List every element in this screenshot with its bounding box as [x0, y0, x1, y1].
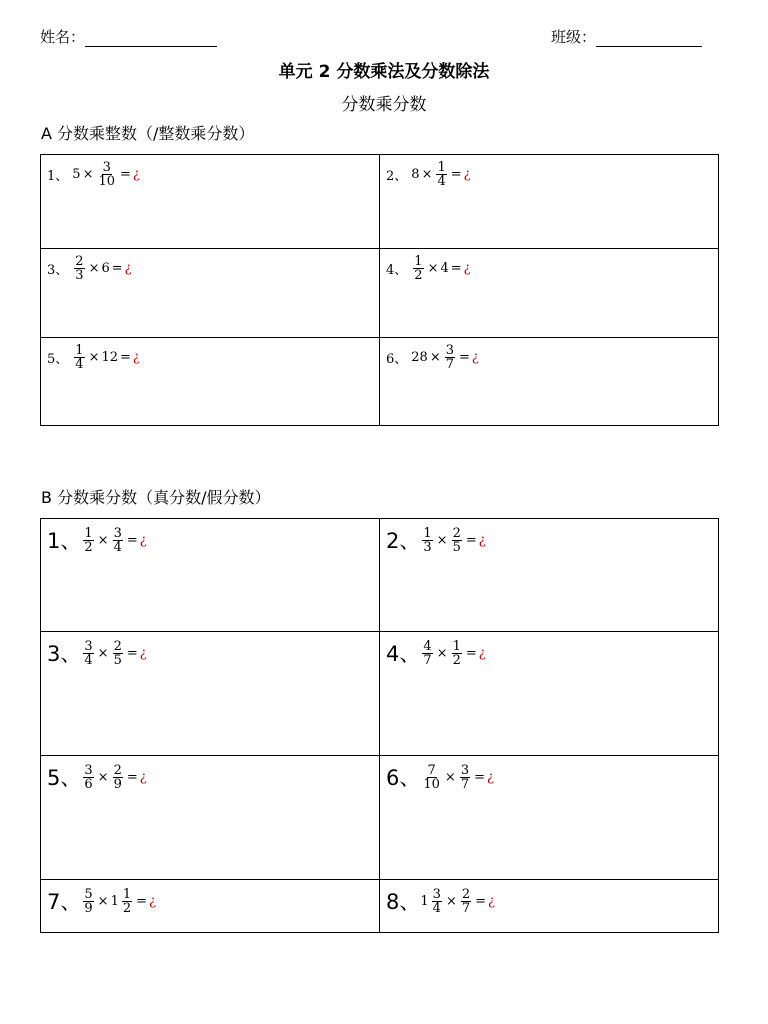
problem-number: 6、 — [386, 352, 408, 367]
denominator: 10 — [423, 776, 440, 792]
problem-cell[interactable] — [380, 155, 719, 249]
problem-number: 4、 — [386, 263, 408, 278]
section-a-heading: A 分数乘整数（/整数乘分数） — [41, 124, 255, 143]
denominator: 4 — [432, 900, 441, 916]
expression — [411, 255, 470, 282]
operator: × — [97, 893, 109, 909]
answer-mark: ¿ — [478, 645, 486, 661]
numerator: 3 — [432, 886, 441, 902]
problem-cell[interactable] — [41, 338, 380, 426]
numerator: 7 — [427, 762, 436, 778]
expression — [420, 640, 485, 667]
operator: = — [450, 261, 462, 276]
operator: = — [450, 167, 462, 182]
numerator: 5 — [84, 886, 93, 902]
operator: × — [421, 167, 433, 182]
problem-cell[interactable] — [380, 880, 719, 933]
answer-mark: ¿ — [471, 350, 479, 365]
fraction — [452, 640, 462, 667]
class-blank[interactable] — [596, 32, 702, 47]
problem-cell[interactable] — [41, 249, 380, 338]
fraction — [83, 888, 93, 915]
expression — [81, 527, 146, 554]
problem-cell[interactable] — [380, 756, 719, 880]
operator: × — [82, 167, 94, 182]
fraction — [422, 527, 432, 554]
operator: = — [465, 645, 477, 661]
operator: × — [97, 532, 109, 548]
integer: 5 — [72, 167, 81, 182]
problem-number: 5、 — [47, 352, 69, 367]
denominator: 2 — [84, 539, 93, 555]
numerator: 3 — [445, 343, 455, 358]
expression — [420, 527, 485, 554]
operator: × — [436, 645, 448, 661]
whole-part: 1 — [420, 893, 429, 909]
name-label: 姓名： — [40, 28, 86, 46]
numerator: 3 — [84, 638, 93, 654]
denominator: 10 — [98, 174, 116, 189]
page-subtitle: 分数乘分数 — [341, 95, 427, 115]
denominator: 2 — [122, 900, 132, 916]
fraction — [113, 527, 123, 554]
fraction — [460, 764, 470, 791]
expression — [411, 344, 479, 371]
problem-number: 3、 — [47, 642, 82, 666]
operator: = — [120, 167, 131, 182]
denominator: 5 — [113, 652, 122, 668]
class-field[interactable] — [551, 26, 702, 47]
operator: = — [474, 769, 486, 785]
fraction — [122, 888, 132, 915]
answer-mark: ¿ — [463, 261, 471, 276]
operator: × — [97, 769, 109, 785]
expression — [72, 344, 140, 371]
numerator: 2 — [461, 886, 471, 902]
fraction — [74, 255, 84, 282]
numerator: 1 — [423, 525, 432, 541]
expression — [81, 640, 146, 667]
problem-cell[interactable] — [380, 338, 719, 426]
operator: = — [126, 532, 138, 548]
section-b-heading: B 分数乘分数（真分数/假分数） — [41, 488, 271, 507]
numerator: 3 — [460, 762, 470, 778]
section-b-table — [40, 518, 719, 933]
numerator: 2 — [113, 762, 122, 778]
section-a-table — [40, 154, 719, 426]
operator: × — [444, 769, 456, 785]
denominator: 7 — [461, 900, 471, 916]
answer-mark: ¿ — [463, 167, 471, 182]
denominator: 3 — [423, 539, 432, 555]
answer-mark: ¿ — [488, 893, 496, 909]
fraction — [452, 527, 462, 554]
numerator: 3 — [84, 762, 93, 778]
numerator: 2 — [113, 638, 122, 654]
fraction — [422, 764, 441, 791]
numerator: 1 — [122, 886, 132, 902]
problem-cell[interactable] — [41, 756, 380, 880]
expression — [81, 888, 156, 915]
denominator: 7 — [445, 357, 455, 372]
operator: × — [436, 532, 448, 548]
denominator: 9 — [84, 900, 93, 916]
numerator: 3 — [113, 525, 122, 541]
fraction — [83, 640, 93, 667]
problem-number: 7、 — [47, 890, 82, 914]
problem-cell[interactable] — [380, 249, 719, 338]
expression — [72, 161, 140, 188]
name-field[interactable] — [40, 26, 217, 47]
problem-cell[interactable] — [380, 632, 719, 756]
integer: 8 — [411, 167, 420, 182]
problem-number: 8、 — [386, 890, 421, 914]
numerator: 1 — [84, 525, 93, 541]
fraction — [432, 888, 442, 915]
operator: × — [97, 645, 109, 661]
operator: = — [459, 350, 470, 365]
operator: × — [445, 893, 457, 909]
numerator: 2 — [75, 254, 84, 269]
denominator: 2 — [414, 268, 423, 283]
name-blank[interactable] — [85, 32, 217, 47]
fraction — [74, 344, 84, 371]
numerator: 4 — [423, 638, 432, 654]
denominator: 7 — [460, 776, 470, 792]
problem-cell[interactable] — [380, 519, 719, 632]
operator: = — [475, 893, 487, 909]
answer-mark: ¿ — [124, 261, 132, 276]
operator: × — [427, 261, 439, 276]
fraction — [83, 764, 93, 791]
problem-number: 2、 — [386, 529, 421, 553]
operator: = — [120, 350, 131, 365]
answer-mark: ¿ — [139, 769, 147, 785]
operator: = — [126, 769, 138, 785]
answer-mark: ¿ — [139, 645, 147, 661]
fraction — [97, 161, 116, 188]
integer: 12 — [101, 350, 119, 365]
class-label: 班级： — [551, 28, 597, 46]
denominator: 6 — [84, 776, 93, 792]
problem-cell[interactable] — [41, 519, 380, 632]
operator: × — [88, 350, 100, 365]
problem-cell[interactable] — [41, 155, 380, 249]
denominator: 4 — [75, 357, 84, 372]
problem-number: 1、 — [47, 529, 82, 553]
problem-cell[interactable] — [41, 880, 380, 933]
expression — [411, 161, 470, 188]
numerator: 3 — [102, 160, 111, 175]
expression — [72, 255, 131, 282]
denominator: 2 — [452, 652, 461, 668]
fraction — [113, 640, 123, 667]
integer: 4 — [440, 261, 449, 276]
denominator: 4 — [437, 174, 446, 189]
denominator: 4 — [113, 539, 122, 555]
problem-number: 3、 — [47, 263, 69, 278]
operator: = — [136, 893, 148, 909]
answer-mark: ¿ — [149, 893, 157, 909]
denominator: 7 — [423, 652, 432, 668]
operator: = — [126, 645, 138, 661]
fraction — [83, 527, 93, 554]
numerator: 1 — [452, 638, 461, 654]
answer-mark: ¿ — [478, 532, 486, 548]
problem-number: 5、 — [47, 766, 82, 790]
operator: = — [111, 261, 123, 276]
denominator: 4 — [84, 652, 93, 668]
page-title: 单元 2 分数乘法及分数除法 — [278, 62, 490, 82]
problem-cell[interactable] — [41, 632, 380, 756]
problem-number: 4、 — [386, 642, 421, 666]
denominator: 9 — [113, 776, 122, 792]
whole-part: 1 — [110, 893, 119, 909]
numerator: 1 — [437, 160, 446, 175]
denominator: 5 — [452, 539, 461, 555]
problem-number: 1、 — [47, 169, 69, 184]
fraction — [445, 344, 455, 371]
expression — [81, 764, 146, 791]
answer-mark: ¿ — [132, 167, 140, 182]
numerator: 1 — [414, 254, 423, 269]
fraction — [436, 161, 446, 188]
numerator: 2 — [452, 525, 461, 541]
fraction — [461, 888, 471, 915]
expression — [420, 888, 495, 915]
answer-mark: ¿ — [132, 350, 140, 365]
problem-number: 2、 — [386, 169, 408, 184]
answer-mark: ¿ — [139, 532, 147, 548]
expression — [420, 764, 494, 791]
fraction — [422, 640, 432, 667]
operator: = — [465, 532, 477, 548]
integer: 28 — [411, 350, 428, 365]
fraction — [413, 255, 423, 282]
operator: × — [429, 350, 441, 365]
problem-number: 6、 — [386, 766, 421, 790]
denominator: 3 — [75, 268, 84, 283]
fraction — [113, 764, 123, 791]
integer: 6 — [101, 261, 110, 276]
operator: × — [88, 261, 100, 276]
numerator: 1 — [75, 343, 84, 358]
answer-mark: ¿ — [487, 769, 494, 785]
